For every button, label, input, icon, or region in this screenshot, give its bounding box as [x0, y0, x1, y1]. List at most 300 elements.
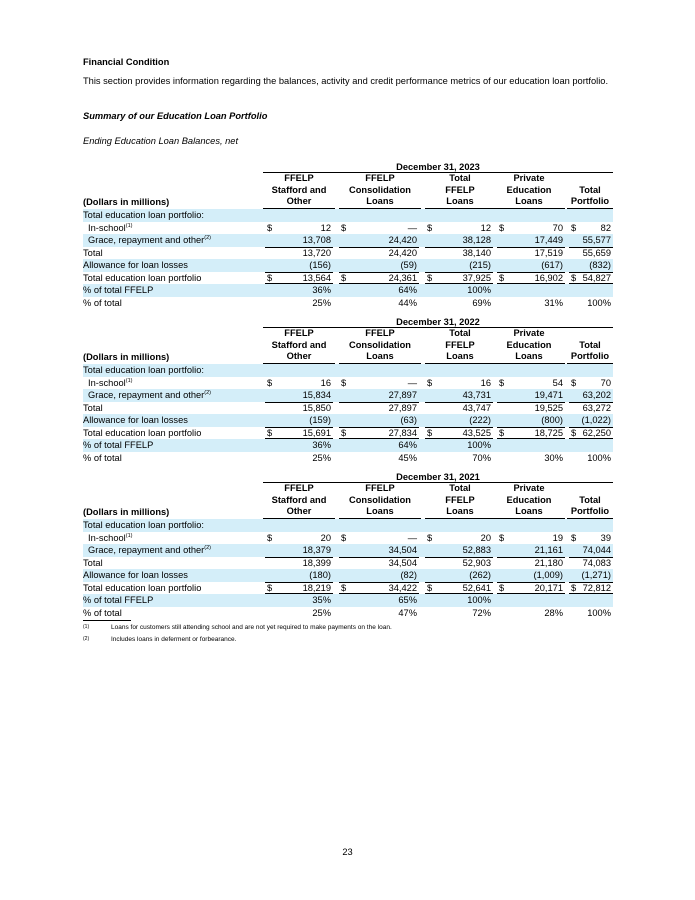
table-cell [497, 414, 565, 428]
column-header-line: Stafford and [271, 339, 327, 350]
cell-value: 25% [312, 297, 331, 308]
row-label [83, 519, 204, 532]
table-cell [569, 544, 613, 558]
table-date-header: December 31, 2023 [263, 161, 613, 173]
table-cell [497, 222, 565, 235]
table-row [83, 234, 613, 247]
table-cell [497, 247, 565, 260]
column-header [339, 328, 421, 364]
cell-value: (800) [541, 415, 563, 425]
cell-value: (63) [400, 415, 417, 425]
table-cell [569, 569, 613, 583]
row-label-text: % of total [83, 297, 122, 308]
table-cell [569, 557, 613, 570]
cell-value: 36% [312, 285, 331, 295]
column-header-line: Portfolio [567, 506, 613, 519]
cell-value: 70% [472, 452, 491, 463]
column-header-line: Private [513, 173, 545, 183]
row-label [83, 607, 122, 620]
column-header [263, 483, 335, 519]
table-cell [265, 557, 333, 570]
cell-value: (180) [309, 570, 331, 580]
cell-value: (215) [469, 260, 491, 270]
cell-value: 27,834 [388, 427, 417, 438]
column-header-line: Total [449, 328, 471, 338]
row-label-text: Total education loan portfolio: [83, 210, 204, 220]
cell-value: 100% [587, 452, 611, 463]
column-header [493, 483, 565, 519]
cell-value: 65% [398, 595, 417, 605]
intro-paragraph: This section provides information regarding the balances, activity and credit performance metrics of our education loan portfolio. [83, 76, 609, 86]
row-label [88, 234, 211, 247]
table-cell [425, 297, 493, 310]
cell-value: 21,161 [534, 545, 563, 555]
row-label [83, 439, 153, 452]
column-header-line: Education [506, 339, 552, 350]
column-header-line: Loans [493, 506, 565, 519]
currency-symbol: $ [499, 427, 505, 438]
row-label [83, 247, 103, 260]
row-label-text: In-school [88, 222, 126, 233]
row-label-text: Grace, repayment and other [88, 390, 205, 400]
table-cell [425, 569, 493, 583]
cell-value: 74,044 [582, 545, 611, 555]
row-label-text: % of total FFELP [83, 285, 154, 295]
table-cell [265, 439, 333, 452]
table-cell [425, 439, 493, 452]
column-header-line: Loans [493, 196, 565, 209]
table-cell [265, 247, 333, 260]
column-header-line: Loans [425, 506, 495, 519]
table-row [83, 259, 613, 272]
currency-symbol: $ [341, 222, 347, 233]
cell-value: 24,420 [388, 235, 417, 245]
table-cell [497, 439, 565, 452]
table-cell [425, 607, 493, 620]
column-header-line: FFELP [284, 483, 314, 493]
row-label [83, 364, 204, 377]
table-row [83, 452, 613, 465]
column-header-line: Loans [493, 351, 565, 364]
currency-symbol: $ [267, 532, 273, 543]
footnote-text: Loans for customers still attending school and are not yet required to make payments on the loan. [111, 624, 392, 631]
table-cell [339, 557, 419, 570]
row-label-text: Total education loan portfolio: [83, 365, 204, 375]
column-header-line: Portfolio [567, 351, 613, 364]
table-cell [265, 297, 333, 310]
table-row [83, 607, 613, 620]
cell-value: 15,850 [302, 402, 331, 413]
table-row [83, 594, 613, 607]
currency-symbol: $ [571, 222, 577, 233]
cell-value: (156) [309, 260, 331, 270]
column-header-line: Total [449, 483, 471, 493]
cell-value: 15,834 [302, 390, 331, 400]
cell-value: 43,525 [462, 427, 491, 438]
table-date-header: December 31, 2022 [263, 316, 613, 328]
table-cell [425, 452, 493, 465]
row-label-text: % of total FFELP [83, 440, 154, 450]
table-row [83, 532, 613, 545]
column-header-line: Other [263, 506, 335, 519]
row-label-text: In-school [88, 532, 126, 543]
table-row [83, 284, 613, 297]
cell-value: 18,379 [302, 545, 331, 555]
column-header-line: FFELP [284, 328, 314, 338]
table-cell [339, 297, 419, 310]
footnote-rule [83, 620, 131, 621]
row-label-text: Total [83, 402, 103, 413]
row-label-text: % of total [83, 607, 122, 618]
cell-value: 100% [467, 285, 491, 295]
table-cell [265, 234, 333, 248]
cell-value: 28% [544, 607, 563, 618]
cell-value: 35% [312, 595, 331, 605]
cell-value: 20 [480, 532, 491, 543]
row-label-text: Grace, repayment and other [88, 235, 205, 245]
row-label [83, 427, 201, 440]
table-cell [265, 222, 333, 235]
table-subheading: Ending Education Loan Balances, net [83, 136, 239, 146]
cell-value: 38,128 [462, 235, 491, 245]
column-header-line: Private [513, 483, 545, 493]
table-cell [265, 607, 333, 620]
table-cell [425, 234, 493, 248]
table-cell [265, 452, 333, 465]
table-row [83, 569, 613, 582]
cell-value: 82 [600, 222, 611, 233]
row-label-text: % of total [83, 452, 122, 463]
table-cell [425, 377, 493, 390]
table-row [83, 414, 613, 427]
row-label [83, 259, 188, 272]
cell-value: 31% [544, 297, 563, 308]
cell-value: 72,812 [582, 582, 611, 593]
cell-value: 43,731 [462, 390, 491, 400]
cell-value: 62,250 [582, 427, 611, 438]
cell-value: 16 [320, 377, 331, 388]
table-date-header: December 31, 2021 [263, 471, 613, 483]
table-cell [569, 594, 613, 607]
table-cell [569, 439, 613, 452]
cell-value: 19,525 [534, 402, 563, 413]
table-cell [569, 452, 613, 465]
table-cell [569, 377, 613, 390]
table-cell [569, 297, 613, 310]
column-header-line: Loans [425, 351, 495, 364]
row-label-text: Total education loan portfolio [83, 427, 202, 438]
table-cell [425, 594, 493, 607]
column-header-line: FFELP [284, 173, 314, 183]
table-cell [425, 557, 493, 570]
row-label [83, 452, 122, 465]
table-cell [339, 389, 419, 403]
cell-value: 54,827 [582, 272, 611, 283]
cell-value: 12 [320, 222, 331, 233]
table-cell [497, 402, 565, 415]
currency-symbol: $ [267, 427, 273, 438]
column-header-line: Loans [339, 196, 421, 209]
table-cell [265, 544, 333, 558]
column-header [567, 483, 613, 519]
table-cell [265, 377, 333, 390]
currency-symbol: $ [427, 532, 433, 543]
row-label [83, 297, 122, 310]
cell-value: 16,902 [534, 272, 563, 283]
column-header-line: Consolidation [349, 494, 411, 505]
cell-value: 16 [480, 377, 491, 388]
table-cell [569, 284, 613, 297]
footnote-reference: (2) [204, 234, 212, 241]
footnote-mark: (2) [83, 636, 90, 642]
table-cell [339, 259, 419, 273]
table-cell [339, 569, 419, 583]
currency-symbol: $ [427, 377, 433, 388]
table-cell [339, 439, 419, 452]
row-label [83, 569, 188, 582]
currency-symbol: $ [499, 222, 505, 233]
table-cell [497, 452, 565, 465]
cell-value: 13,720 [302, 247, 331, 258]
table-cell [425, 222, 493, 235]
cell-value: 18,725 [534, 427, 563, 438]
column-header-line: Education [506, 494, 552, 505]
row-label [83, 402, 103, 415]
table-cell [497, 557, 565, 570]
table-row [83, 364, 613, 377]
row-label-text: Total [83, 557, 103, 568]
currency-symbol: $ [267, 582, 273, 593]
cell-value: — [407, 377, 417, 388]
currency-symbol: $ [427, 222, 433, 233]
cell-value: 36% [312, 440, 331, 450]
table-cell [265, 569, 333, 583]
table-cell [497, 607, 565, 620]
cell-value: 27,897 [388, 402, 417, 413]
table-cell [497, 297, 565, 310]
cell-value: 63,272 [582, 402, 611, 413]
row-label [83, 209, 204, 222]
column-header-line: Total [579, 494, 601, 505]
table-cell [425, 414, 493, 428]
footnote-reference: (1) [125, 222, 133, 229]
column-header [339, 483, 421, 519]
footnote-reference: (2) [204, 389, 212, 396]
table-row [83, 439, 613, 452]
table-cell [339, 532, 419, 545]
cell-value: 54 [552, 377, 563, 388]
cell-value: 100% [467, 440, 491, 450]
cell-value: (159) [309, 415, 331, 425]
table-cell [265, 532, 333, 545]
currency-symbol: $ [267, 222, 273, 233]
currency-symbol: $ [341, 377, 347, 388]
cell-value: (1,022) [581, 415, 611, 425]
units-label: (Dollars in millions) [83, 352, 170, 362]
column-header [425, 328, 495, 364]
column-header-line: Portfolio [567, 196, 613, 209]
cell-value: 72% [472, 607, 491, 618]
table-cell [265, 389, 333, 403]
cell-value: 44% [398, 297, 417, 308]
cell-value: (617) [541, 260, 563, 270]
footnote-reference: (1) [125, 532, 133, 539]
table-cell [497, 594, 565, 607]
row-label [83, 272, 201, 285]
table-cell [425, 532, 493, 545]
column-header-line: Stafford and [271, 494, 327, 505]
table-cell [339, 222, 419, 235]
column-header-line: FFELP [445, 339, 475, 350]
column-header-line: Other [263, 351, 335, 364]
table-cell [497, 532, 565, 545]
table-row [83, 582, 613, 595]
currency-symbol: $ [427, 272, 433, 283]
cell-value: 43,747 [462, 402, 491, 413]
column-header [425, 483, 495, 519]
cell-value: 74,083 [582, 557, 611, 568]
cell-value: (222) [469, 415, 491, 425]
table-cell [425, 544, 493, 558]
currency-symbol: $ [341, 427, 347, 438]
column-header [425, 173, 495, 209]
cell-value: 34,504 [388, 557, 417, 568]
currency-symbol: $ [499, 272, 505, 283]
table-cell [569, 402, 613, 415]
table-cell [339, 284, 419, 297]
row-label [88, 532, 132, 545]
units-label: (Dollars in millions) [83, 507, 170, 517]
table-row [83, 222, 613, 235]
cell-value: 70 [600, 377, 611, 388]
cell-value: 18,219 [302, 582, 331, 593]
table-cell [569, 389, 613, 403]
cell-value: 27,897 [388, 390, 417, 400]
column-header-line: FFELP [445, 494, 475, 505]
table-row [83, 209, 613, 222]
column-header-line: Loans [425, 196, 495, 209]
table-cell [497, 284, 565, 297]
table-row [83, 557, 613, 570]
row-label-text: Allowance for loan losses [83, 260, 188, 270]
table-cell [339, 377, 419, 390]
cell-value: 13,708 [302, 235, 331, 245]
table-cell [339, 594, 419, 607]
cell-value: (82) [400, 570, 417, 580]
cell-value: 25% [312, 607, 331, 618]
table-cell [339, 452, 419, 465]
column-header-line: Total [579, 339, 601, 350]
table-cell [569, 222, 613, 235]
column-header-line: Other [263, 196, 335, 209]
column-header [339, 173, 421, 209]
table-cell [569, 247, 613, 260]
cell-value: — [407, 532, 417, 543]
table-cell [339, 402, 419, 415]
currency-symbol: $ [571, 272, 577, 283]
row-label-text: In-school [88, 377, 126, 388]
cell-value: 30% [544, 452, 563, 463]
column-header-line: Loans [339, 506, 421, 519]
cell-value: 37,925 [462, 272, 491, 283]
cell-value: 69% [472, 297, 491, 308]
cell-value: 25% [312, 452, 331, 463]
cell-value: 39 [600, 532, 611, 543]
table-cell [265, 284, 333, 297]
table-cell [425, 402, 493, 415]
cell-value: 52,903 [462, 557, 491, 568]
currency-symbol: $ [341, 582, 347, 593]
cell-value: (1,271) [581, 570, 611, 580]
currency-symbol: $ [499, 532, 505, 543]
row-label [83, 582, 201, 595]
table-cell [265, 594, 333, 607]
column-header-line: Stafford and [271, 184, 327, 195]
row-label [83, 284, 153, 297]
cell-value: 20 [320, 532, 331, 543]
cell-value: 24,361 [388, 272, 417, 283]
cell-value: (59) [400, 260, 417, 270]
units-label: (Dollars in millions) [83, 197, 170, 207]
table-cell [497, 234, 565, 248]
column-header-line: FFELP [365, 173, 395, 183]
currency-symbol: $ [499, 582, 505, 593]
table-cell [569, 414, 613, 428]
table-cell [569, 234, 613, 248]
cell-value: 64% [398, 285, 417, 295]
row-label [83, 414, 188, 427]
table-cell [339, 247, 419, 260]
column-header [493, 173, 565, 209]
currency-symbol: $ [267, 377, 273, 388]
table-row [83, 402, 613, 415]
table-cell [425, 247, 493, 260]
footnote-text: Includes loans in deferment or forbearance. [111, 636, 237, 643]
table-row [83, 389, 613, 402]
cell-value: 20,171 [534, 582, 563, 593]
table-cell [425, 259, 493, 273]
row-label [88, 544, 211, 557]
column-header-line: Consolidation [349, 184, 411, 195]
currency-symbol: $ [267, 272, 273, 283]
column-header [567, 173, 613, 209]
table-cell [339, 544, 419, 558]
row-label-text: Total [83, 247, 103, 258]
row-label-text: Grace, repayment and other [88, 545, 205, 555]
cell-value: 19 [552, 532, 563, 543]
column-header [263, 173, 335, 209]
section-heading: Financial Condition [83, 57, 170, 67]
table-cell [497, 569, 565, 583]
cell-value: 21,180 [534, 557, 563, 568]
currency-symbol: $ [341, 272, 347, 283]
currency-symbol: $ [427, 582, 433, 593]
column-header [567, 328, 613, 364]
table-cell [339, 607, 419, 620]
cell-value: 70 [552, 222, 563, 233]
table-row [83, 519, 613, 532]
table-cell [339, 414, 419, 428]
column-header-line: FFELP [365, 483, 395, 493]
table-cell [425, 284, 493, 297]
row-label-text: Allowance for loan losses [83, 415, 188, 425]
cell-value: 34,504 [388, 545, 417, 555]
cell-value: 52,883 [462, 545, 491, 555]
table-row [83, 247, 613, 260]
column-header-line: Private [513, 328, 545, 338]
table-row [83, 427, 613, 440]
row-label-text: Total education loan portfolio [83, 582, 202, 593]
